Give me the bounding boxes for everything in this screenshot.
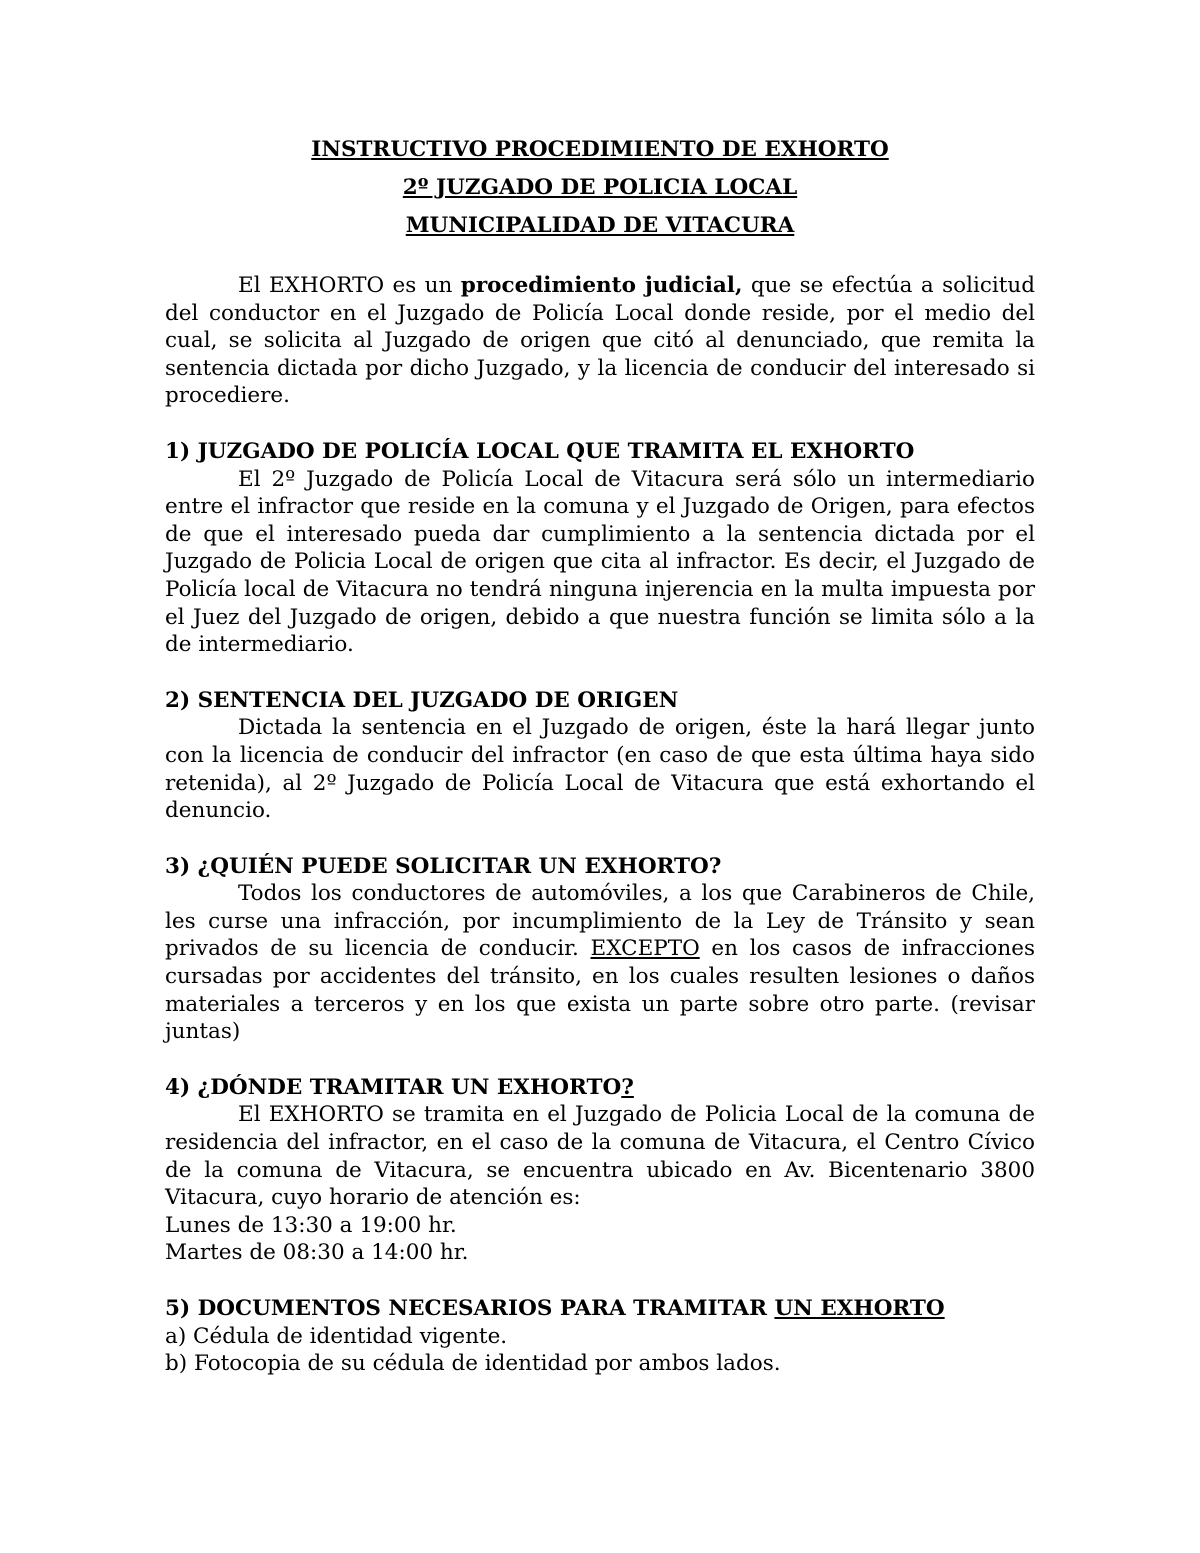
section-4-text: El EXHORTO se tramita en el Juzgado de Policia Local de la comuna de residencia del infractor, en el caso de la comuna de Vitacura, el Centro Cívico de la comuna de Vitacura, se encuentra ubicado en Av. Bicentenario 3800 Vitacura, cuyo horario de atención es: [165,1102,1035,1211]
section-3-text [165,880,1035,1046]
section-4-heading-main: 4) ¿DÓNDE TRAMITAR UN EXHORTO [165,1074,622,1100]
section-1-text: El 2º Juzgado de Policía Local de Vitacura será sólo un intermediario entre el infractor que reside en la comuna y el Juzgado de Origen, para efectos de que el interesado pueda dar cumplimiento a la sentencia dictada por el Juzgado de Policia Local de origen que cita al infractor. Es decir, el Juzgado de Policía local de Vitacura no tendrá ninguna injerencia en la multa impuesta por el Juez del Juzgado de origen, debido a que nuestra función se limita sólo a la de intermediario. [165,466,1035,658]
document-titles [165,136,1035,240]
court-name: 2º JUZGADO DE POLICIA LOCAL [402,175,798,200]
document-page [165,136,1035,1378]
section-3-text-before: Todos los conductores de automóviles, a los que Carabineros de Chile, les curse una infracción, por incumplimiento de la Ley de Tránsito y sean privados de su licencia de conducir. [165,881,1035,962]
section-1 [165,438,1035,659]
section-3-heading: 3) ¿QUIÉN PUEDE SOLICITAR UN EXHORTO? [165,853,722,879]
schedule-tuesday: Martes de 08:30 a 14:00 hr. [165,1240,469,1266]
document-item-a: a) Cédula de identidad vigente. [165,1323,508,1349]
section-4-heading-tail: ? [621,1074,634,1100]
section-3-exception-term: EXCEPTO [590,936,700,962]
section-1-heading: 1) JUZGADO DE POLICÍA LOCAL QUE TRAMITA EL EXHORTO [165,438,915,464]
intro-text-before: El EXHORTO es un [238,273,461,298]
section-4 [165,1074,1035,1267]
section-5 [165,1295,1035,1378]
section-2-heading: 2) SENTENCIA DEL JUZGADO DE ORIGEN [165,687,679,713]
section-5-heading-tail: UN EXHORTO [774,1296,945,1321]
intro-text-after: que se efectúa a solicitud del conductor en el Juzgado de Policía Local donde reside, por el medio del cual, se solicita al Juzgado de origen que citó al denunciado, que remita la sentencia dictada por dicho Juzgado, y la licencia de conducir del interesado si procediere. [165,273,1036,409]
schedule-monday: Lunes de 13:30 a 19:00 hr. [165,1212,457,1238]
section-2-text: Dictada la sentencia en el Juzgado de origen, éste la hará llegar junto con la licencia de conducir del infractor (en caso de que esta última haya sido retenida), al 2º Juzgado de Policía Local de Vitacura que está exhortando el denuncio. [165,715,1035,824]
document-title: INSTRUCTIVO PROCEDIMIENTO DE EXHORTO [311,137,889,162]
document-item-b: b) Fotocopia de su cédula de identidad por ambos lados. [165,1351,781,1377]
section-3-text-after: en los casos de infracciones cursadas por accidentes del tránsito, en los cuales resulten lesiones o daños materiales a terceros y en los que exista un parte sobre otro parte. (revisar juntas) [165,936,1035,1045]
municipality-name: MUNICIPALIDAD DE VITACURA [405,213,795,238]
intro-bold-term: procedimiento judicial, [460,273,743,298]
section-5-heading [165,1295,1035,1323]
section-2 [165,687,1035,825]
section-3 [165,853,1035,1046]
section-4-heading [165,1074,1035,1102]
section-5-heading-main: 5) DOCUMENTOS NECESARIOS PARA TRAMITAR [165,1296,775,1321]
intro-paragraph [165,272,1035,410]
